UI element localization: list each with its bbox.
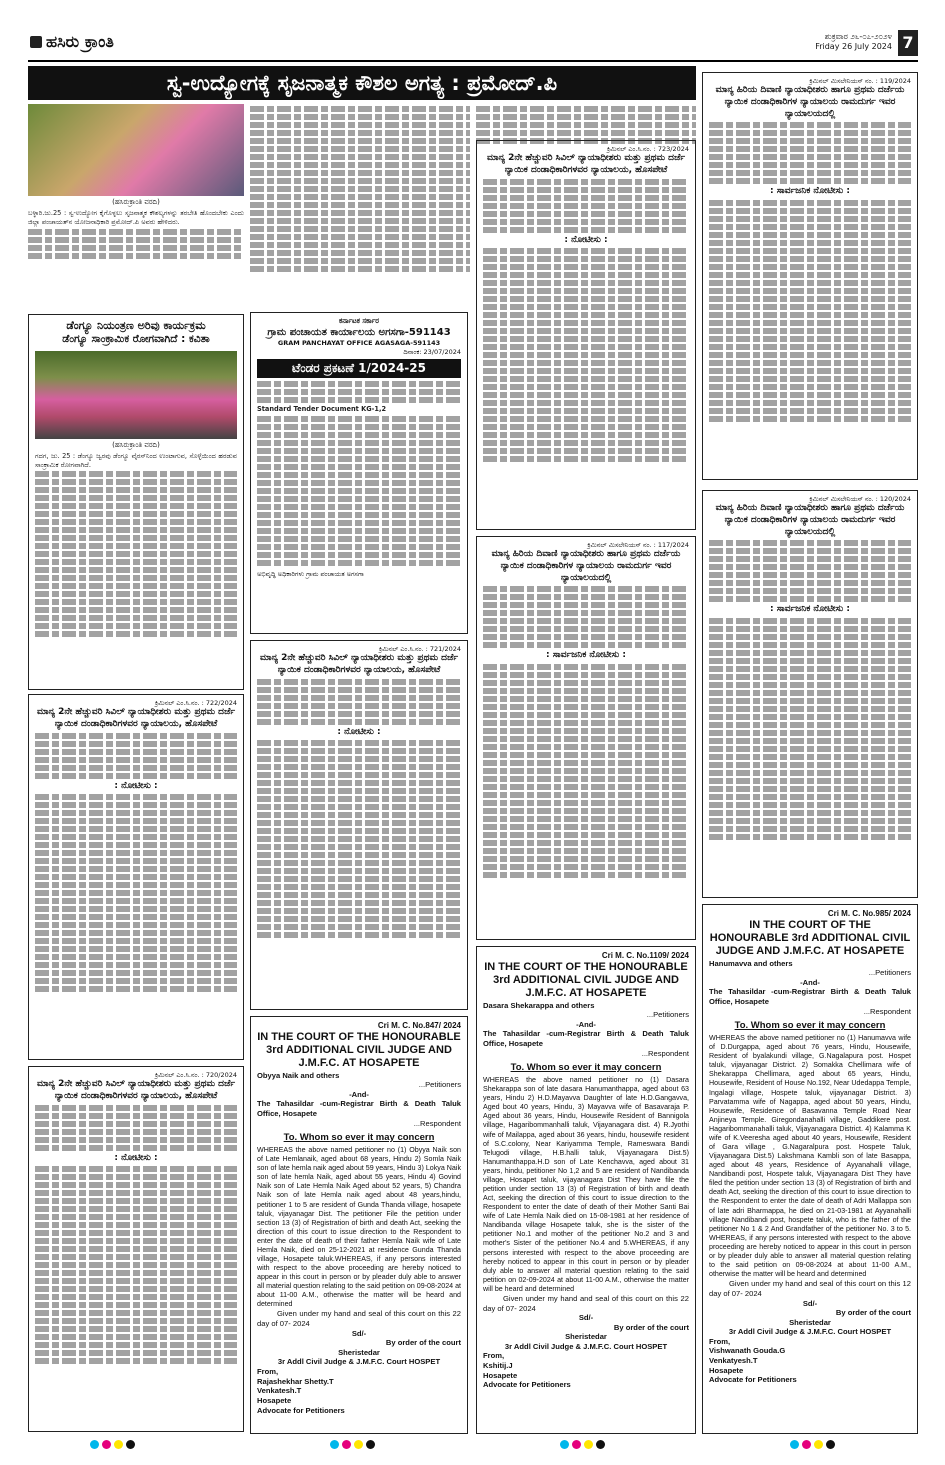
notice-722 <box>28 694 244 1060</box>
notice-label: : ನೋಟೀಸು : <box>337 726 381 737</box>
petitioner: Hanumavva and others <box>709 958 793 968</box>
notice-720 <box>28 1066 244 1432</box>
notice-court: ಮಾನ್ಯ 2ನೇ ಹೆಚ್ಚುವರಿ ಸಿವಿಲ್ ನ್ಯಾಯಾಧೀಶರು ಮತ್ತು ಪ್ರಥಮ ದರ್ಜೆ ನ್ಯಾಯಿಕ ದಂಡಾಧಿಕಾರಿಗಳವರ ನ್ಯಾಯಾಲಯ, ಹೊಸಪೇಟೆ <box>36 1079 236 1101</box>
respondent-label: ...Respondent <box>863 1006 911 1016</box>
advocate-for: Advocate for Petitioners <box>483 1380 571 1390</box>
given-line: Given under my hand and seal of this court on this 12 day of 07- 2024 <box>709 1279 911 1298</box>
notice-label: : ನೋಟೀಸು : <box>114 1152 158 1163</box>
sheristedar: Sheristedar <box>565 1332 607 1342</box>
issue-date-kn: ಶುಕ್ರವಾರ ೨೬-೦೭-೨೦೨೪ <box>824 32 892 41</box>
notice-label: : ಸಾರ್ವಜನಿಕ ನೋಟೀಸು : <box>770 604 850 615</box>
notice-court: ಮಾನ್ಯ 2ನೇ ಹೆಚ್ಚುವರಿ ಸಿವಿಲ್ ನ್ಯಾಯಾಧೀಶರು ಮತ್ತು ಪ್ರಥಮ ದರ್ಜೆ ನ್ಯಾಯಿಕ ದಂಡಾಧಿಕಾರಿಗಳವರ ನ್ಯಾಯಾಲಯ, ಹೊಸಪೇಟೆ <box>36 707 236 729</box>
notice-court: ಮಾನ್ಯ ಹಿರಿಯ ದಿವಾಣಿ ನ್ಯಾಯಾಧೀಶರು ಹಾಗೂ ಪ್ರಥಮ ದರ್ಜೆಯ ನ್ಯಾಯಿಕ ದಂಡಾಧಿಕಾರಿಗಳ ನ್ಯಾಯಾಲಯ ರಾಮದುರ್ಗ ಇವರ ನ್ಯಾಯಾಲಯದಲ್ಲಿ <box>715 503 905 537</box>
lead-caption: (ಹಸಿರುಕ್ರಾಂತಿ ವರದಿ) <box>112 198 160 206</box>
given-line: Given under my hand and seal of this court on this 22 day of 07- 2024 <box>483 1293 689 1313</box>
advocate-for: Advocate for Petitioners <box>257 1405 345 1415</box>
given-line: Given under my hand and seal of this court on this 22 day of 07- 2024 <box>257 1309 461 1329</box>
notice-court: ಮಾನ್ಯ ಹಿರಿಯ ದಿವಾಣಿ ನ್ಯಾಯಾಧೀಶರು ಹಾಗೂ ಪ್ರಥಮ ದರ್ಜೆಯ ನ್ಯಾಯಿಕ ದಂಡಾಧಿಕಾರಿಗಳ ನ್ಯಾಯಾಲಯ ರಾಮದುರ್ಗ ಇವರ ನ್ಯಾಯಾಲಯದಲ್ಲಿ <box>491 549 681 583</box>
notice-label: : ನೋಟೀಸು : <box>114 780 158 791</box>
lead-body: ಬಳ್ಳಾರಿ.ಜು.25 : ಸ್ವ-ಉದ್ಯೋಗ ಕೈಗೊಳ್ಳಲು ಸೃಜನಾತ್ಮಕ ಕೌಶಲ್ಯಗಳನ್ನು ತರಬೇತಿ ಹೊಂದಬೇಕು ಎಂದು ಜಿಲ್ಲಾ ಪಂಚಾಯತ್‌ನ ಯೋಜನಾಧಿಕಾರಿ ಪ್ರಮೋದ್.ಪಿ ಅವರು ಹೇಳಿದರು. <box>28 208 244 226</box>
tender-sign: ಅಭಿವೃದ್ಧಿ ಅಧಿಕಾರಿಗಳು ಗ್ರಾಮ ಪಂಚಾಯತ ಅಗಸಗಾ <box>257 569 364 578</box>
tender-title: ಟೆಂಡರ ಪ್ರಕಟಣೆ 1/2024-25 <box>257 359 461 378</box>
from-label: From, <box>483 1351 505 1361</box>
tender-gov: ಕರ್ನಾಟಕ ಸರ್ಕಾರ <box>339 317 379 325</box>
court-short: 3r Addl Civil Judge & J.M.F.C. Court HOSPET <box>504 1341 668 1351</box>
place: Hosapete <box>483 1370 518 1380</box>
respondent-label: ...Respondent <box>641 1048 689 1058</box>
court-title: IN THE COURT OF THE HONOURABLE 3rd ADDITIONAL CIVIL JUDGE AND J.M.F.C. AT HOSAPETE <box>709 919 911 958</box>
dengue-caption: (ಹಸಿರುಕ್ರಾಂತಿ ವರದಿ) <box>112 440 160 449</box>
court-notice-985 <box>702 904 918 1434</box>
dengue-body: ಗದಗ, ಜು. 25 : ಡೆಂಗ್ಯೂ ಜ್ವರವು ಡೆಂಗ್ಯೂ ವೈರಸ್‌ನಿಂದ ಉಂಟಾಗುವ, ಸೊಳ್ಳೆಯಿಂದ ಹರಡುವ ಸಾಂಕ್ರಾಮಿಕ ರೋಗವಾಗಿದೆ. <box>35 451 237 469</box>
notice-court: ಮಾನ್ಯ ಹಿರಿಯ ದಿವಾಣಿ ನ್ಯಾಯಾಧೀಶರು ಹಾಗೂ ಪ್ರಥಮ ದರ್ಜೆಯ ನ್ಯಾಯಿಕ ದಂಡಾಧಿಕಾರಿಗಳ ನ್ಯಾಯಾಲಯ ರಾಮದುರ್ಗ ಇವರ ನ್ಯಾಯಾಲಯದಲ್ಲಿ <box>715 85 905 119</box>
lead-photo <box>28 104 244 196</box>
page-number: 7 <box>898 30 918 56</box>
advocate-for: Advocate for Petitioners <box>709 1375 797 1385</box>
by-order: By order of the court <box>385 1338 461 1348</box>
petitioners-label: ...Petitioners <box>418 1080 461 1090</box>
from-label: From, <box>257 1366 279 1376</box>
notice-case: ಕ್ರಿಮಿನಲ್ ಎಂ.ಸಿ.ನಂ. : 720/2024 <box>154 1071 237 1079</box>
registration-marks-left <box>90 1440 138 1450</box>
sd-label: Sd/- <box>351 1328 367 1338</box>
notice-case: ಕ್ರಿಮಿನಲ್ ಎಂ.ಸಿ.ನಂ. : 723/2024 <box>606 145 689 153</box>
court-case-no: Cri M. C. No.985/ 2024 <box>827 909 911 918</box>
notice-body: WHEREAS the above named petitioner no (1) Hanumavva wife of D.Durgappa, aged about 76 years, Hindu, Housewife, Resident of byalakundi village, G.Nagalapura post. Hospet taluk, vijayanagar District. 2) Somakka Chellimara wife of Shekarappa Chellimara, aged about 65 years, Hindu, Housewife, Resident of House No.192, Near Udedappa Temple, Ingalagi village, Hospete taluk, vijayanagar District. 3) Parvatamma wife of Nagappa, aged about 50 years, Hindu, Housewife, Residence of Basavanna Temple Road Near Anjineya Temple. Giregondanahalli village, Gaddikere post. Hagaribommanahalli taluk, Vijayanagara District. 4) Kalamma K wife of K.Veeresha aged about 40 years, Housewife, Resident of Gara village , G.Nagaralpura post. Hospete Taluk, Vijayanagara Dist.5) Lakshmana Kambli son of late Basappa, aged about 48 years, Residence of Ayyanahalli village, Nandibandi post, Hospete taluk, Vijayanagara Dist They have filed the petition under section 13 (3) of Registration of birth and death Act, seeking the direction of this court to issue direction to the Respondent to enter the date of death of Adri Mallappa son of late adri Bharmappa, he died on 21-03-1981 at Ayyanahalli village Nandibandi post, hospete taluk, who is the father of the petitioner No 1 & 2 And Grandfather of the petitioner No. 3 to 5. WHEREAS, if any persons interested with respect to the above proceeding are hereby noticed to appear in this court in person or by pleader duly able to answer all material question relating to the said petition on 09-08-2024 at about 11-00 A.M., otherwise the matter will be heard and determined <box>709 1034 911 1279</box>
and-label: -And- <box>800 977 820 987</box>
notice-721 <box>250 640 468 1010</box>
court-title: IN THE COURT OF THE HONOURABLE 3rd ADDITIONAL CIVIL JUDGE AND J.M.F.C. AT HOSAPETE <box>484 961 688 1000</box>
masthead <box>28 30 918 62</box>
notice-court: ಮಾನ್ಯ 2ನೇ ಹೆಚ್ಚುವರಿ ಸಿವಿಲ್ ನ್ಯಾಯಾಧೀಶರು ಮತ್ತು ಪ್ರಥಮ ದರ್ಜೆ ನ್ಯಾಯಿಕ ದಂಡಾಧಿಕಾರಿಗಳವರ ನ್ಯಾಯಾಲಯ, ಹೊಸಪೇಟೆ <box>259 653 459 675</box>
notice-120 <box>702 490 918 898</box>
petitioners-label: ...Petitioners <box>646 1010 689 1020</box>
notice-723 <box>476 140 696 530</box>
advocates: Rajashekhar Shetty.T Venkatesh.T <box>257 1376 334 1396</box>
notice-label: : ಸಾರ್ವಜನಿಕ ನೋಟೀಸು : <box>546 650 626 661</box>
to-whom: To. Whom so ever it may concern <box>734 1020 886 1032</box>
from-label: From, <box>709 1336 731 1346</box>
and-label: -And- <box>576 1019 596 1029</box>
lead-story <box>28 104 244 261</box>
paper-name: ಹಸಿರು ಕ್ರಾಂತಿ <box>46 32 114 51</box>
tender-date: ದಿನಾಂಕ: 23/07/2024 <box>403 347 461 356</box>
court-title: IN THE COURT OF THE HONOURABLE 3rd ADDITIONAL CIVIL JUDGE AND J.M.F.C. AT HOSAPETE <box>257 1031 461 1070</box>
respondent-label: ...Respondent <box>413 1118 461 1128</box>
tender-office-kn: ಗ್ರಾಮ ಪಂಚಾಯತ ಕಾರ್ಯಾಲಯ ಅಗಸಗಾ-591143 <box>267 327 451 339</box>
tender-doc: Standard Tender Document KG-1,2 <box>257 404 387 413</box>
notice-body: WHEREAS the above named petitioner no (1) Dasara Shekarappa son of late dasara Hanumanthappa, aged about 63 years, Hindu 2) H.D.Mayavva Daughter of late H.D.Gangavva, Aged bout 40 years, Hindu, 3) Mayavva wife of Basavaraja P. Aged about 36 years, Hindu, Housewife Resident of Bannigola village, Hagaribommanhalli taluk, Vijayanagara dist. 4) R.Jyothi wife of Mailappa, aged about 36 years, hindu, housewife resident of S.C.colony, Near Kariyamma Temple, Rameswara Bandi Telugodi village, H.B.halli taluk, Vijayanagara Dist.5) Hanumanthappa.H.D son of Late Kenchavva, aged about 31 years, hindu, petitioner No 1,2 and 5 are resident of Nandibanda village, Hosapet taluk, vijayanagara Dist They have file the petition under section 13 (3) of Registration of birth and death Act, seeking the direction of this court to issue direction to the Respondent to enter the date of death of their Mother Santi Bai wife of Late Hemla Naik died on 15-08-1981 at her residence of Nandibanda village Hosapete taluk, she is the sister of the petitioner No.1 and mother of the petitioner No.2 and 3 and mother's Sister of the petitioner No.4 and 5.WHEREAS, if any persons interested with respect to the above proceeding are hereby noticed to appear in this court in person or by pleader duly able to answer all material question relating to the said petition on 02-09-2024 at about 11-00 A.M., otherwise the matter will be heard and determined <box>483 1076 689 1293</box>
lead-headline: ಸ್ವ-ಉದ್ಯೋಗಕ್ಕೆ ಸೃಜನಾತ್ಮಕ ಕೌಶಲ ಅಗತ್ಯ : ಪ್ರಮೋದ್.ಪಿ <box>28 66 696 100</box>
sd-label: Sd/- <box>578 1313 594 1323</box>
court-case-no: Cri M. C. No.847/ 2024 <box>377 1021 461 1030</box>
petitioners-label: ...Petitioners <box>868 968 911 978</box>
respondent: The Tahasildar -cum-Registrar Birth & Death Taluk Office, Hosapete <box>257 1099 461 1118</box>
tender-notice <box>250 312 468 634</box>
sheristedar: Sheristedar <box>789 1317 831 1327</box>
advocates: Vishwanath Gouda.G Venkatyesh.T <box>709 1346 786 1365</box>
respondent: The Tahasildar -cum-Registrar Birth & Death Taluk Office, Hosapete <box>483 1029 689 1048</box>
advocates: Kshitij.J <box>483 1361 513 1371</box>
notice-court: ಮಾನ್ಯ 2ನೇ ಹೆಚ್ಚುವರಿ ಸಿವಿಲ್ ನ್ಯಾಯಾಧೀಶರು ಮತ್ತು ಪ್ರಥಮ ದರ್ಜೆ ನ್ಯಾಯಿಕ ದಂಡಾಧಿಕಾರಿಗಳವರ ನ್ಯಾಯಾಲಯ, ಹೊಸಪೇಟೆ <box>486 153 686 175</box>
petitioner: Dasara Shekarappa and others <box>483 1000 595 1010</box>
to-whom: To. Whom so ever it may concern <box>510 1062 662 1074</box>
petitioner: Obyya Naik and others <box>257 1070 340 1080</box>
place: Hosapete <box>709 1365 744 1375</box>
court-short: 3r Addl Civil Judge & J.M.F.C. Court HOSPET <box>728 1327 892 1337</box>
notice-case: ಕ್ರಿಮಿನಲ್ ಮಿಸಲೇನಿಯಸ್ ನಂ. : 120/2024 <box>809 495 911 503</box>
notice-label: : ಸಾರ್ವಜನಿಕ ನೋಟೀಸು : <box>770 186 850 197</box>
court-case-no: Cri M. C. No.1109/ 2024 <box>601 951 689 960</box>
issue-date-en: Friday 26 July 2024 <box>815 42 892 52</box>
notice-case: ಕ್ರಿಮಿನಲ್ ಎಂ.ಸಿ.ನಂ. : 722/2024 <box>154 699 237 707</box>
dengue-title2: ಡೆಂಗ್ಯೂ ಸಾಂಕ್ರಾಮಿಕ ರೋಗವಾಗಿದೆ : ಕವಿತಾ <box>62 333 210 346</box>
issue-date <box>815 32 892 53</box>
court-notice-847 <box>250 1016 468 1434</box>
notice-case: ಕ್ರಿಮಿನಲ್ ಮಿಸಲೇನಿಯಸ್ ನಂ. : 119/2024 <box>809 77 911 85</box>
notice-case: ಕ್ರಿಮಿನಲ್ ಎಂ.ಸಿ.ನಂ. : 721/2024 <box>378 645 461 653</box>
tender-office-en: GRAM PANCHAYAT OFFICE AGASAGA-591143 <box>277 339 441 348</box>
dengue-photo <box>35 351 237 439</box>
notice-label: : ನೋಟೀಸು : <box>564 234 608 245</box>
by-order: By order of the court <box>835 1308 911 1318</box>
court-notice-1109 <box>476 946 696 1434</box>
dengue-article <box>28 314 244 690</box>
notice-119 <box>702 72 918 480</box>
and-label: -And- <box>349 1089 369 1099</box>
notice-case: ಕ್ರಿಮಿನಲ್ ಮಿಸಲೇನಿಯಸ್ ನಂ. : 117/2024 <box>587 541 689 549</box>
notice-body: WHEREAS the above named petitioner no (1) Obyya Naik son of Late Hemlanaik, aged about 68 years, Hindu 2) Somla Naik son of late hemla naik aged about 59 years, Hindu 3) Lokya Naik son of late hemla Naik, aged about 55 years, Hindu 4) Govind Naik son of Late Hemla Naik Aged about 52 years, 5) Chandra Naik son of late Hemla naik aged about 48 years,hindu, petitioner 1 to 5 are resident of Gunda Thanda village, hosapete taluk, vijayanagar Dist. The petitioner File the petition under section 13 (3) of Registration of birth and death Act, seeking the direction of this court to issue direction to the Respondent to enter the date of death of their father Hemla Naik wife of Late Hemla Naik, died on 25-12-2021 at residence Gunda Thanda village, Hosapete taluk.WHEREAS, if any persons interested with respect to the above proceeding are hereby noticed to appear in this court in person or by pleader duly able to answer all material question relating to the said petition on 09-08-2024 at about 11-00 A.M., otherwise the matter will be heard and determined <box>257 1146 461 1309</box>
registration-marks-mid2 <box>560 1440 608 1450</box>
to-whom: To. Whom so ever it may concern <box>283 1132 435 1144</box>
by-order: By order of the court <box>613 1322 689 1332</box>
notice-117 <box>476 536 696 940</box>
court-short: 3r Addl Civil Judge & J.M.F.C. Court HOSPET <box>277 1357 441 1367</box>
dengue-title1: ಡೆಂಗ್ಯೂ ನಿಯಂತ್ರಣ ಅರಿವು ಕಾರ್ಯಕ್ರಮ <box>66 319 206 332</box>
respondent: The Tahasildar -cum-Registrar Birth & Death Taluk Office, Hosapete <box>709 987 911 1006</box>
sd-label: Sd/- <box>802 1298 818 1308</box>
registration-marks-right <box>790 1440 838 1450</box>
sheristedar: Sheristedar <box>338 1347 380 1357</box>
registration-marks-mid1 <box>330 1440 378 1450</box>
place: Hosapete <box>257 1395 292 1405</box>
